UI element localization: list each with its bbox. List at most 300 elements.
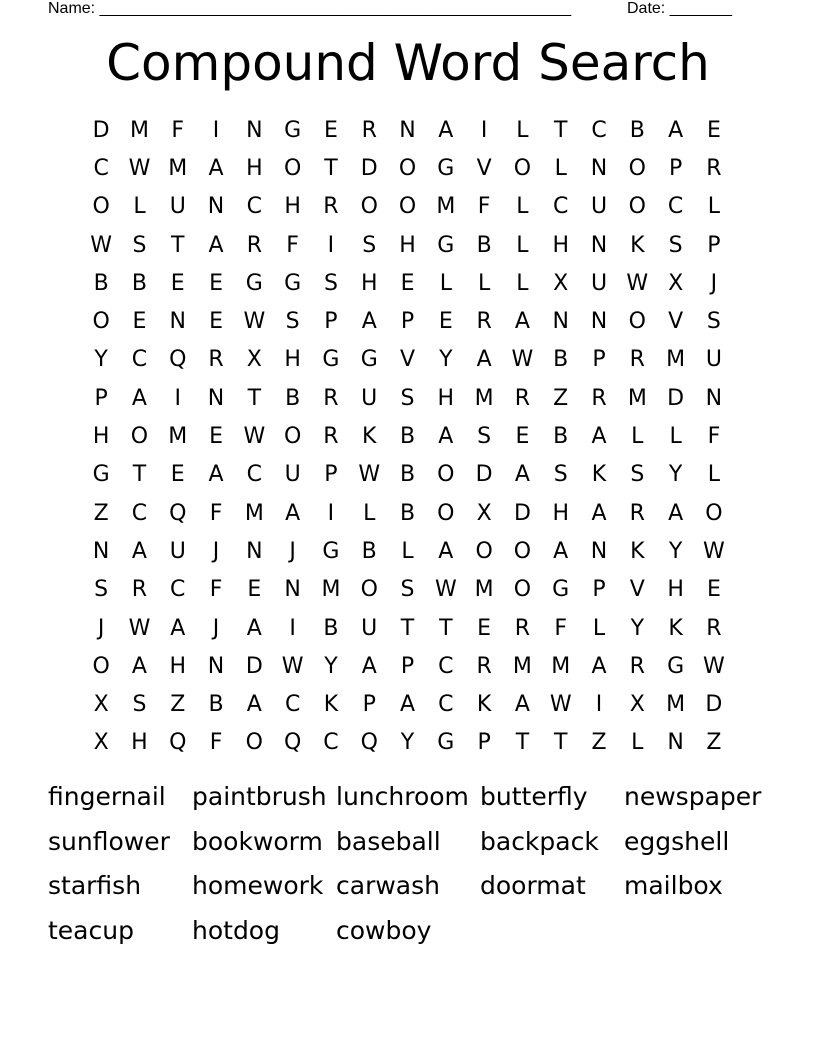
grid-letter[interactable]: K — [362, 424, 377, 450]
grid-letter[interactable]: I — [212, 117, 220, 143]
grid-letter[interactable]: V — [476, 155, 492, 181]
grid-letter[interactable]: G — [552, 577, 570, 603]
grid-letter[interactable]: R — [323, 194, 339, 220]
word-list-item: doormat — [480, 871, 586, 901]
grid-letter[interactable]: E — [170, 462, 185, 488]
grid-letter[interactable]: W — [358, 462, 381, 488]
grid-letter[interactable]: A — [131, 538, 147, 564]
grid-letter[interactable]: A — [438, 117, 454, 143]
grid-letter[interactable]: B — [285, 385, 301, 411]
grid-letter[interactable]: O — [283, 424, 302, 450]
grid-letter[interactable]: A — [514, 692, 530, 718]
grid-letter[interactable]: B — [399, 424, 416, 450]
grid-letter[interactable]: T — [324, 155, 338, 181]
grid-letter[interactable]: H — [667, 577, 684, 603]
grid-letter[interactable]: A — [246, 692, 262, 718]
grid-letter[interactable]: V — [668, 309, 684, 335]
grid-letter[interactable]: S — [553, 462, 568, 488]
grid-letter[interactable]: M — [129, 117, 149, 143]
grid-letter[interactable]: O — [130, 424, 149, 450]
grid-letter[interactable]: T — [553, 730, 568, 756]
grid-letter[interactable]: R — [476, 309, 492, 335]
grid-letter[interactable]: W — [128, 615, 151, 641]
grid-letter[interactable]: D — [705, 692, 723, 718]
grid-letter[interactable]: L — [477, 270, 491, 296]
grid-letter[interactable]: R — [246, 232, 262, 258]
grid-letter[interactable]: M — [551, 653, 571, 679]
grid-letter[interactable]: A — [668, 117, 684, 143]
grid-letter[interactable]: B — [553, 424, 569, 450]
grid-letter[interactable]: U — [705, 347, 722, 373]
grid-letter[interactable]: J — [212, 615, 220, 641]
grid-letter[interactable]: T — [132, 462, 147, 488]
grid-letter[interactable]: N — [667, 730, 684, 756]
grid-letter[interactable]: B — [361, 538, 377, 564]
grid-letter[interactable]: H — [246, 155, 263, 181]
grid-letter[interactable]: O — [398, 155, 417, 181]
grid-letter[interactable]: Z — [93, 500, 109, 526]
grid-letter[interactable]: D — [667, 385, 685, 411]
grid-letter[interactable]: O — [628, 194, 646, 220]
grid-letter[interactable]: A — [131, 653, 147, 679]
grid-letter[interactable]: G — [322, 347, 340, 373]
grid-letter[interactable]: F — [209, 730, 223, 756]
grid-letter[interactable]: T — [400, 615, 415, 641]
grid-letter[interactable]: Q — [169, 730, 187, 756]
grid-letter[interactable]: S — [323, 270, 338, 296]
grid-letter[interactable]: Q — [283, 730, 302, 756]
grid-letter[interactable]: O — [513, 155, 532, 181]
grid-letter[interactable]: L — [669, 424, 682, 450]
grid-letter[interactable]: F — [707, 424, 721, 450]
grid-letter[interactable]: Y — [324, 653, 338, 679]
grid-letter[interactable]: C — [131, 500, 148, 526]
grid-letter[interactable]: D — [360, 155, 378, 181]
grid-letter[interactable]: N — [92, 538, 110, 564]
grid-letter[interactable]: S — [706, 309, 721, 335]
word-list-item: paintbrush — [192, 782, 327, 811]
grid-letter[interactable]: X — [246, 347, 262, 373]
grid-letter[interactable]: P — [707, 232, 721, 258]
grid-letter[interactable]: O — [360, 194, 378, 220]
grid-letter[interactable]: W — [549, 692, 572, 718]
grid-letter[interactable]: K — [323, 692, 339, 718]
grid-letter[interactable]: S — [132, 232, 147, 258]
grid-letter[interactable]: G — [667, 653, 685, 679]
grid-letter[interactable]: Q — [169, 500, 187, 526]
grid-letter[interactable]: R — [706, 155, 722, 181]
grid-letter[interactable]: K — [591, 462, 607, 488]
grid-letter[interactable]: R — [514, 385, 531, 411]
grid-letter[interactable]: U — [361, 615, 378, 641]
grid-letter[interactable]: J — [97, 615, 105, 641]
grid-letter[interactable]: A — [285, 500, 301, 526]
grid-letter[interactable]: M — [436, 194, 456, 220]
grid-letter[interactable]: J — [212, 538, 220, 564]
grid-letter[interactable]: E — [515, 424, 530, 450]
grid-letter[interactable]: R — [476, 653, 492, 679]
grid-letter[interactable]: A — [553, 538, 569, 564]
grid-letter[interactable]: S — [668, 232, 683, 258]
grid-letter[interactable]: Q — [360, 730, 378, 756]
grid-letter[interactable]: A — [361, 309, 377, 335]
grid-letter[interactable]: C — [667, 194, 684, 220]
header-line — [48, 0, 748, 20]
grid-letter[interactable]: G — [245, 270, 263, 296]
grid-letter[interactable]: H — [437, 385, 455, 411]
grid-letter[interactable]: G — [437, 232, 455, 258]
grid-letter[interactable]: P — [477, 730, 491, 756]
word-list-item: hotdog — [192, 916, 280, 946]
grid-letter[interactable]: S — [285, 309, 300, 335]
grid-letter[interactable]: B — [629, 117, 645, 143]
grid-letter[interactable]: F — [477, 194, 491, 220]
grid-letter[interactable]: G — [360, 347, 378, 373]
grid-letter[interactable]: D — [92, 117, 110, 143]
grid-letter[interactable]: C — [284, 692, 301, 718]
grid-letter[interactable]: C — [323, 730, 339, 756]
grid-letter[interactable]: F — [209, 500, 223, 526]
grid-letter[interactable]: C — [553, 194, 569, 220]
grid-letter[interactable]: G — [284, 117, 302, 143]
grid-letter[interactable]: E — [477, 615, 492, 641]
grid-letter[interactable]: C — [170, 577, 186, 603]
grid-letter[interactable]: T — [553, 117, 568, 143]
grid-letter[interactable]: L — [592, 615, 606, 641]
grid-letter[interactable]: Y — [400, 730, 415, 756]
grid-letter[interactable]: X — [553, 270, 569, 296]
grid-letter[interactable]: A — [131, 385, 147, 411]
grid-letter[interactable]: A — [514, 309, 530, 335]
grid-letter[interactable]: Z — [170, 692, 186, 718]
grid-letter[interactable]: M — [474, 385, 494, 411]
grid-letter[interactable]: A — [208, 462, 224, 488]
grid-letter[interactable]: P — [324, 462, 338, 488]
grid-letter[interactable]: O — [628, 155, 646, 181]
grid-letter[interactable]: D — [475, 462, 493, 488]
grid-letter[interactable]: T — [247, 385, 262, 411]
grid-letter[interactable]: S — [630, 462, 645, 488]
grid-letter[interactable]: L — [401, 538, 414, 564]
grid-letter[interactable]: M — [321, 577, 341, 603]
grid-letter[interactable]: R — [323, 424, 339, 450]
grid-letter[interactable]: A — [514, 462, 530, 488]
grid-letter[interactable]: U — [284, 462, 301, 488]
grid-letter[interactable]: W — [281, 653, 304, 679]
grid-letter[interactable]: A — [361, 653, 377, 679]
grid-letter[interactable]: H — [552, 500, 569, 526]
grid-letter[interactable]: N — [552, 309, 569, 335]
grid-letter[interactable]: L — [707, 462, 721, 488]
grid-letter[interactable]: C — [246, 194, 263, 220]
grid-letter[interactable]: T — [439, 615, 453, 641]
grid-letter[interactable]: I — [174, 385, 181, 411]
grid-letter[interactable]: B — [553, 347, 569, 373]
grid-letter[interactable]: B — [131, 270, 147, 296]
grid-letter[interactable]: U — [590, 194, 608, 220]
grid-letter[interactable]: E — [209, 424, 223, 450]
grid-letter[interactable]: E — [400, 270, 415, 296]
grid-letter[interactable]: M — [666, 692, 686, 718]
grid-letter[interactable]: J — [710, 270, 718, 296]
grid-letter[interactable]: Y — [668, 462, 683, 488]
grid-letter[interactable]: G — [92, 462, 110, 488]
grid-letter[interactable]: L — [516, 232, 529, 258]
grid-letter[interactable]: G — [437, 730, 455, 756]
word-list-item: starfish — [48, 871, 142, 901]
grid-letter[interactable]: F — [554, 615, 568, 641]
grid-letter[interactable]: E — [247, 577, 262, 603]
grid-letter[interactable]: K — [476, 692, 492, 718]
grid-letter[interactable]: E — [132, 309, 147, 335]
grid-letter[interactable]: A — [476, 347, 492, 373]
grid-letter[interactable]: E — [706, 577, 721, 603]
grid-letter[interactable]: E — [323, 117, 338, 143]
grid-letter[interactable]: A — [591, 653, 607, 679]
grid-letter[interactable]: S — [94, 577, 109, 603]
grid-letter[interactable]: G — [322, 538, 340, 564]
grid-letter[interactable]: O — [92, 194, 110, 220]
grid-letter[interactable]: I — [327, 500, 335, 526]
grid-letter[interactable]: H — [284, 347, 301, 373]
grid-letter[interactable]: A — [208, 232, 224, 258]
grid-letter[interactable]: F — [171, 117, 185, 143]
grid-letter[interactable]: Y — [668, 538, 683, 564]
grid-letter[interactable]: A — [399, 692, 416, 718]
grid-letter[interactable]: A — [591, 500, 607, 526]
grid-letter[interactable]: O — [628, 309, 646, 335]
grid-letter[interactable]: C — [246, 462, 263, 488]
grid-letter[interactable]: N — [590, 538, 608, 564]
grid-letter[interactable]: E — [209, 309, 223, 335]
grid-letter[interactable]: M — [168, 424, 188, 450]
grid-letter[interactable]: L — [631, 424, 644, 450]
grid-letter[interactable]: O — [360, 577, 378, 603]
grid-letter[interactable]: H — [399, 232, 416, 258]
grid-letter[interactable]: R — [591, 385, 607, 411]
grid-letter[interactable]: A — [246, 615, 262, 641]
grid-letter[interactable]: R — [208, 347, 224, 373]
grid-letter[interactable]: Z — [706, 730, 722, 756]
grid-letter[interactable]: B — [323, 615, 339, 641]
grid-letter[interactable]: S — [132, 692, 147, 718]
grid-letter[interactable]: E — [706, 117, 721, 143]
grid-letter[interactable]: Q — [169, 347, 187, 373]
word-list-item: fingernail — [48, 782, 166, 811]
grid-letter[interactable]: X — [668, 270, 684, 296]
grid-letter[interactable]: Y — [630, 615, 645, 641]
grid-letter[interactable]: P — [592, 577, 606, 603]
grid-letter[interactable]: M — [474, 577, 494, 603]
grid-letter[interactable]: K — [630, 232, 645, 258]
grid-letter[interactable]: L — [516, 194, 529, 220]
grid-letter[interactable]: W — [511, 347, 534, 373]
grid-letter[interactable]: E — [170, 270, 185, 296]
name-field[interactable]: Name: _____________________________________________________ — [48, 0, 572, 17]
grid-letter[interactable]: A — [438, 538, 454, 564]
grid-letter[interactable]: R — [706, 615, 722, 641]
grid-letter[interactable]: H — [131, 730, 148, 756]
grid-letter[interactable]: D — [513, 500, 531, 526]
grid-letter[interactable]: N — [705, 385, 723, 411]
grid-letter[interactable]: X — [93, 692, 109, 718]
grid-letter[interactable]: A — [668, 500, 684, 526]
grid-letter[interactable]: Z — [591, 730, 607, 756]
grid-letter[interactable]: M — [512, 653, 532, 679]
date-field[interactable]: Date: _______ — [627, 0, 732, 17]
grid-letter[interactable]: L — [707, 194, 721, 220]
grid-letter[interactable]: H — [169, 653, 187, 679]
grid-letter[interactable]: V — [629, 577, 645, 603]
grid-letter[interactable]: U — [169, 194, 186, 220]
grid-letter[interactable]: R — [629, 347, 645, 373]
grid-letter[interactable]: P — [668, 155, 683, 181]
grid-letter[interactable]: W — [703, 653, 725, 679]
grid-letter[interactable]: W — [626, 270, 649, 296]
grid-letter[interactable]: S — [400, 385, 415, 411]
grid-letter[interactable]: G — [284, 270, 302, 296]
grid-letter[interactable]: X — [629, 692, 645, 718]
grid-letter[interactable]: M — [627, 385, 647, 411]
grid-letter[interactable]: B — [476, 232, 492, 258]
grid-letter[interactable]: P — [362, 692, 376, 718]
grid-letter[interactable]: T — [515, 730, 530, 756]
grid-letter[interactable]: P — [592, 347, 606, 373]
grid-letter[interactable]: N — [246, 117, 263, 143]
grid-letter[interactable]: H — [92, 424, 110, 450]
grid-letter[interactable]: U — [361, 385, 378, 411]
grid-letter[interactable]: X — [476, 500, 492, 526]
grid-letter[interactable]: R — [629, 653, 645, 679]
grid-letter[interactable]: R — [131, 577, 148, 603]
grid-letter[interactable]: J — [289, 538, 296, 564]
grid-letter[interactable]: I — [327, 232, 335, 258]
grid-letter[interactable]: N — [246, 538, 263, 564]
grid-letter[interactable]: A — [208, 155, 224, 181]
grid-letter[interactable]: L — [439, 270, 452, 296]
grid-letter[interactable]: W — [434, 577, 457, 603]
grid-letter[interactable]: C — [438, 653, 454, 679]
grid-letter[interactable]: I — [480, 117, 488, 143]
grid-letter[interactable]: L — [516, 270, 529, 296]
grid-letter[interactable]: B — [399, 500, 416, 526]
word-list-item: eggshell — [624, 826, 730, 856]
grid-letter[interactable]: N — [207, 653, 225, 679]
grid-letter[interactable]: L — [133, 194, 146, 220]
grid-letter[interactable]: D — [245, 653, 263, 679]
grid-letter[interactable]: R — [361, 117, 377, 143]
grid-letter[interactable]: N — [590, 309, 608, 335]
grid-letter[interactable]: B — [399, 462, 416, 488]
grid-letter[interactable]: O — [513, 538, 532, 564]
grid-letter[interactable]: T — [171, 232, 185, 258]
grid-letter[interactable]: N — [399, 117, 416, 143]
grid-letter[interactable]: L — [516, 117, 529, 143]
grid-letter[interactable]: I — [595, 692, 603, 718]
grid-letter[interactable]: M — [666, 347, 686, 373]
grid-letter[interactable]: P — [94, 385, 108, 411]
grid-letter[interactable]: A — [591, 424, 607, 450]
grid-letter[interactable]: C — [591, 117, 607, 143]
grid-letter[interactable]: S — [477, 424, 492, 450]
grid-letter[interactable]: E — [438, 309, 453, 335]
grid-letter[interactable]: L — [363, 500, 376, 526]
grid-letter[interactable]: N — [590, 155, 608, 181]
grid-letter[interactable]: O — [92, 653, 110, 679]
grid-letter[interactable]: E — [209, 270, 223, 296]
grid-letter[interactable]: H — [360, 270, 378, 296]
grid-letter[interactable]: N — [207, 194, 225, 220]
grid-letter[interactable]: C — [93, 155, 109, 181]
grid-letter[interactable]: W — [703, 538, 725, 564]
grid-letter[interactable]: A — [438, 424, 454, 450]
grid-letter[interactable]: W — [90, 232, 113, 258]
grid-letter[interactable]: H — [284, 194, 301, 220]
grid-letter[interactable]: L — [554, 155, 567, 181]
grid-letter[interactable]: K — [630, 538, 645, 564]
grid-letter[interactable]: P — [400, 309, 415, 335]
grid-letter[interactable]: I — [289, 615, 296, 641]
grid-letter[interactable]: O — [92, 309, 110, 335]
grid-letter[interactable]: A — [170, 615, 186, 641]
grid-letter[interactable]: S — [362, 232, 377, 258]
grid-letter[interactable]: O — [437, 500, 455, 526]
page-title: Compound Word Search — [106, 34, 710, 92]
grid-letter[interactable]: K — [668, 615, 683, 641]
grid-letter[interactable]: O — [475, 538, 493, 564]
grid-letter[interactable]: B — [93, 270, 109, 296]
grid-letter[interactable]: Z — [553, 385, 569, 411]
grid-letter[interactable]: Y — [439, 347, 453, 373]
grid-letter[interactable]: F — [209, 577, 223, 603]
grid-letter[interactable]: O — [437, 462, 455, 488]
grid-letter[interactable]: X — [93, 730, 109, 756]
grid-letter[interactable]: V — [399, 347, 416, 373]
grid-letter[interactable]: P — [324, 309, 338, 335]
grid-letter[interactable]: M — [168, 155, 188, 181]
grid-letter[interactable]: R — [323, 385, 339, 411]
grid-letter[interactable]: F — [286, 232, 299, 258]
grid-letter[interactable]: M — [244, 500, 264, 526]
grid-letter[interactable]: S — [400, 577, 415, 603]
grid-letter[interactable]: O — [398, 194, 417, 220]
grid-letter[interactable]: N — [590, 232, 608, 258]
grid-letter[interactable]: N — [207, 385, 225, 411]
grid-letter[interactable]: B — [208, 692, 224, 718]
grid-letter[interactable]: R — [514, 615, 531, 641]
grid-letter[interactable]: O — [283, 155, 302, 181]
grid-letter[interactable]: W — [243, 424, 266, 450]
grid-letter[interactable]: C — [131, 347, 148, 373]
grid-letter[interactable]: O — [705, 500, 723, 526]
grid-letter[interactable]: U — [590, 270, 608, 296]
grid-letter[interactable]: R — [629, 500, 645, 526]
grid-letter[interactable]: G — [437, 155, 455, 181]
grid-letter[interactable]: W — [243, 309, 266, 335]
grid-letter[interactable]: L — [631, 730, 644, 756]
grid-letter[interactable]: C — [438, 692, 454, 718]
grid-letter[interactable]: O — [245, 730, 263, 756]
grid-letter[interactable]: U — [169, 538, 186, 564]
grid-letter[interactable]: W — [128, 155, 151, 181]
grid-letter[interactable]: H — [552, 232, 569, 258]
grid-letter[interactable]: N — [284, 577, 301, 603]
grid-letter[interactable]: Y — [94, 347, 108, 373]
word-list-item: carwash — [336, 871, 440, 901]
grid-letter[interactable]: O — [513, 577, 532, 603]
grid-letter[interactable]: P — [400, 653, 415, 679]
grid-letter[interactable]: N — [169, 309, 186, 335]
